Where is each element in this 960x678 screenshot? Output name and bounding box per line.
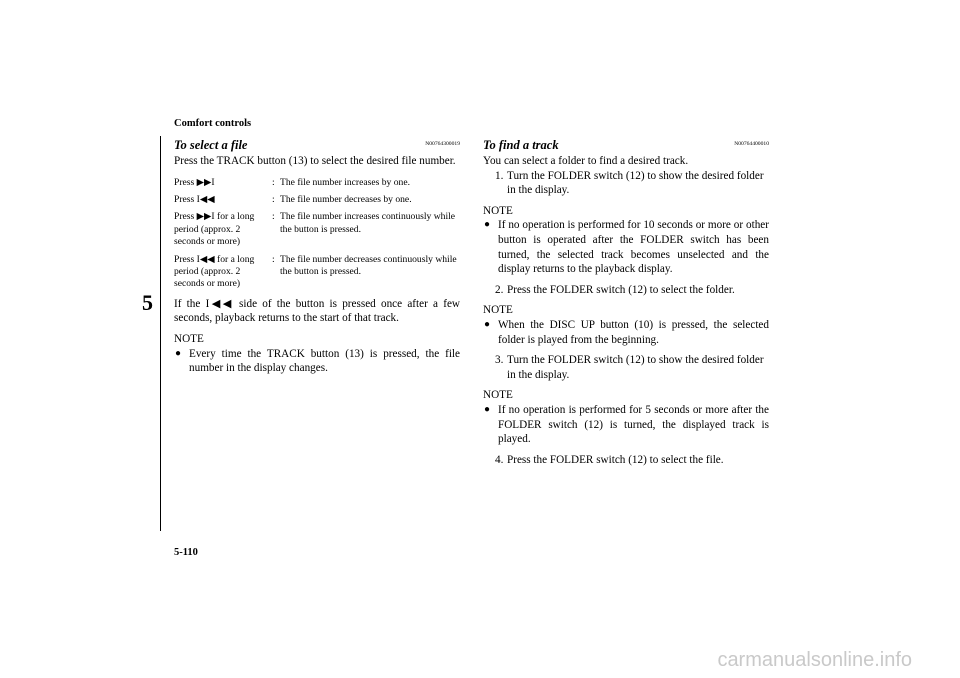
step-2 [483, 283, 769, 298]
bullet-icon: ● [484, 219, 491, 231]
table-row [174, 177, 460, 189]
step-4 [483, 453, 769, 468]
step-number: 2. [495, 283, 504, 296]
bullet-icon: ● [484, 318, 491, 330]
table-sep: : [272, 253, 275, 265]
section-code: N00764400010 [734, 141, 769, 147]
chapter-divider [160, 136, 161, 531]
table-action: Press I◀◀ [174, 194, 215, 205]
section-title: Comfort controls [174, 118, 252, 129]
note-text: If no operation is performed for 5 seconds or more after the FOLDER switch (12) is turned, the displayed track is played. [498, 403, 769, 446]
note-label: NOTE [483, 204, 513, 217]
table-action: Press ▶▶I for a long period (approx. 2 seconds or more) [174, 211, 255, 248]
note-item [483, 403, 769, 447]
table-result: The file number decreases continuously while the button is pressed. [280, 253, 457, 278]
step-text: Press the FOLDER switch (12) to select the file. [507, 453, 724, 466]
table-sep: : [272, 211, 275, 223]
table-sep: : [272, 194, 275, 205]
table-row [174, 254, 460, 291]
heading-text: To find a track [483, 138, 559, 152]
intro-text: You can select a folder to find a desired track. [483, 155, 689, 167]
left-column [174, 136, 460, 376]
step-text: Press the FOLDER switch (12) to select the folder. [507, 283, 735, 296]
step-text: Turn the FOLDER switch (12) to show the desired folder in the display. [507, 169, 764, 197]
step-number: 4. [495, 453, 504, 466]
note-item [483, 218, 769, 276]
step-1 [483, 169, 769, 198]
table-row [174, 211, 460, 248]
bullet-icon: ● [484, 403, 491, 415]
table-result: The file number increases continuously while the button is pressed. [280, 211, 456, 235]
heading-text: To select a file [174, 138, 248, 152]
table-result: The file number increases by one. [280, 176, 410, 188]
track-button-table [174, 177, 460, 291]
step-3 [483, 353, 769, 382]
step-number: 1. [495, 169, 504, 182]
note-item [174, 347, 460, 376]
chapter-number: 5 [142, 290, 153, 315]
heading-select-file [174, 136, 460, 154]
heading-find-track [483, 136, 769, 154]
table-result: The file number decreases by one. [280, 194, 412, 205]
step-number: 3. [495, 354, 504, 367]
intro-text: Press the TRACK button (13) to select the desired file number. [174, 155, 456, 167]
note-text: Every time the TRACK button (13) is pressed, the file number in the display changes. [189, 347, 460, 375]
page-number: 5-110 [174, 547, 198, 558]
right-column [483, 136, 769, 467]
table-sep: : [272, 176, 275, 188]
note-item [483, 318, 769, 347]
note-label: NOTE [483, 389, 513, 402]
watermark: carmanualsonline.info [717, 649, 912, 671]
note-text: If no operation is performed for 10 seconds or more or other button is operated after the FOLDER switch has been turned, the selected track becomes unselected and the display returns to the playback display. [498, 219, 769, 276]
section-code: N00764300019 [425, 141, 460, 147]
step-text: Turn the FOLDER switch (12) to show the desired folder in the display. [507, 354, 764, 381]
after-table-text: If the I◀◀ side of the button is pressed once after a few seconds, playback returns to the start of that track. [174, 297, 460, 325]
table-row [174, 194, 460, 206]
note-label: NOTE [483, 304, 513, 317]
table-action: Press ▶▶I [174, 176, 215, 188]
note-text: When the DISC UP button (10) is pressed, the selected folder is played from the beginning. [498, 318, 769, 346]
bullet-icon: ● [175, 347, 182, 359]
table-action: Press I◀◀ for a long period (approx. 2 seconds or more) [174, 253, 255, 290]
note-label: NOTE [174, 333, 204, 346]
